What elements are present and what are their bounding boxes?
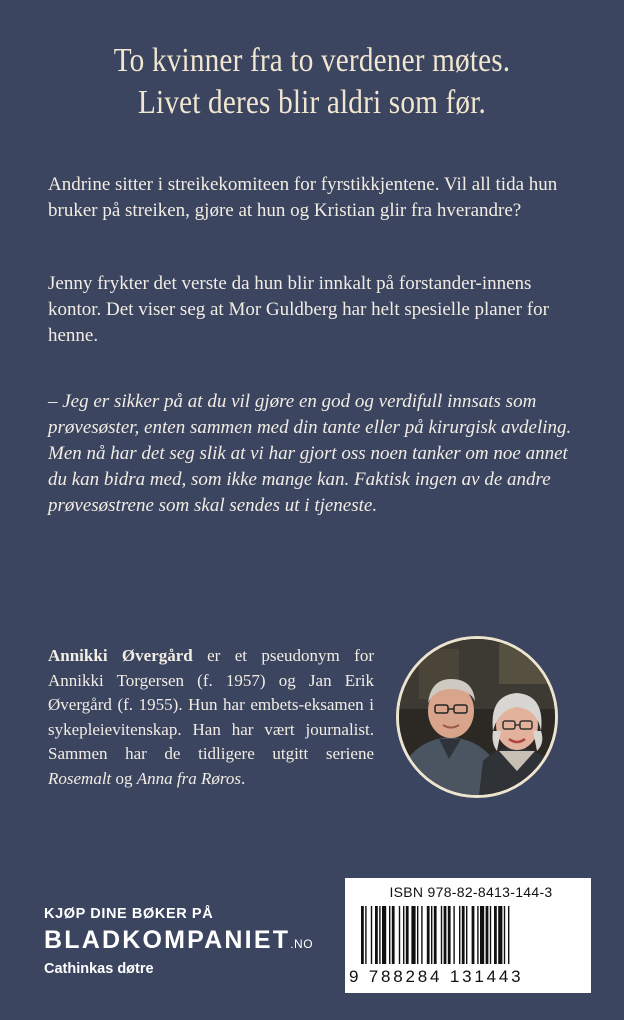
isbn-text: ISBN 978-82-8413-144-3 (389, 884, 553, 900)
author-bio (48, 644, 374, 791)
blurb-quote: – Jeg er sikker på at du vil gjøre en god og verdifull innsats som prøvesøster, enten sammen med din tante eller på kirurgisk avdeling. Men nå har det seg slik at vi har gjort oss noen tanker om noe annet du kan bidra med, som ikke mange kan. Faktisk ingen av de andre prøvesøstrene som skal sendes ut i tjeneste. (48, 391, 572, 516)
barcode (345, 878, 591, 993)
publisher-block (44, 906, 313, 977)
barcode-digits: 9 788284 131443 (349, 967, 524, 986)
tagline-line-2: Livet deres blir aldri som før. (137, 84, 487, 121)
author-photo (396, 636, 558, 798)
series-title-rosemalt: Rosemalt (48, 768, 112, 788)
barcode-bars (361, 906, 575, 966)
author-bio-text-1: er et pseudonym for Annikki Torgersen (f. 1957) og Jan Erik Øvergård (f. 1955). Hun har embets-eksamen i sykepleievitenskap. Han har vært journalist. Sammen har de tidligere utgitt seriene (48, 646, 374, 763)
blurb-paragraph-1: Andrine sitter i streikekomiteen for fyrstikkjentene. Vil all tida hun bruker på streiken, gjøre at hun og Kristian glir fra hverandre? (48, 174, 558, 221)
author-bio-text-3: . (241, 768, 246, 788)
series-name: Cathinkas døtre (44, 961, 154, 977)
tagline-line-1: To kvinner fra to verdener møtes. (113, 42, 511, 79)
publisher-logo (44, 926, 313, 955)
series-title-anna: Anna fra Røros (136, 768, 241, 788)
author-name: Annikki Øvergård (48, 646, 193, 665)
blurb-paragraph-2: Jenny frykter det verste da hun blir innkalt på forstander-innens kontor. Det viser seg at Mor Guldberg har helt spesielle planer for henne. (48, 273, 549, 346)
author-photo-illustration (399, 639, 555, 795)
buy-books-text: KJØP DINE BØKER PÅ (44, 906, 214, 922)
publisher-domain: .NO (290, 937, 314, 951)
author-bio-text-2: og (111, 768, 137, 788)
publisher-brand: BLADKOMPANIET (44, 926, 291, 954)
tagline (44, 40, 581, 124)
